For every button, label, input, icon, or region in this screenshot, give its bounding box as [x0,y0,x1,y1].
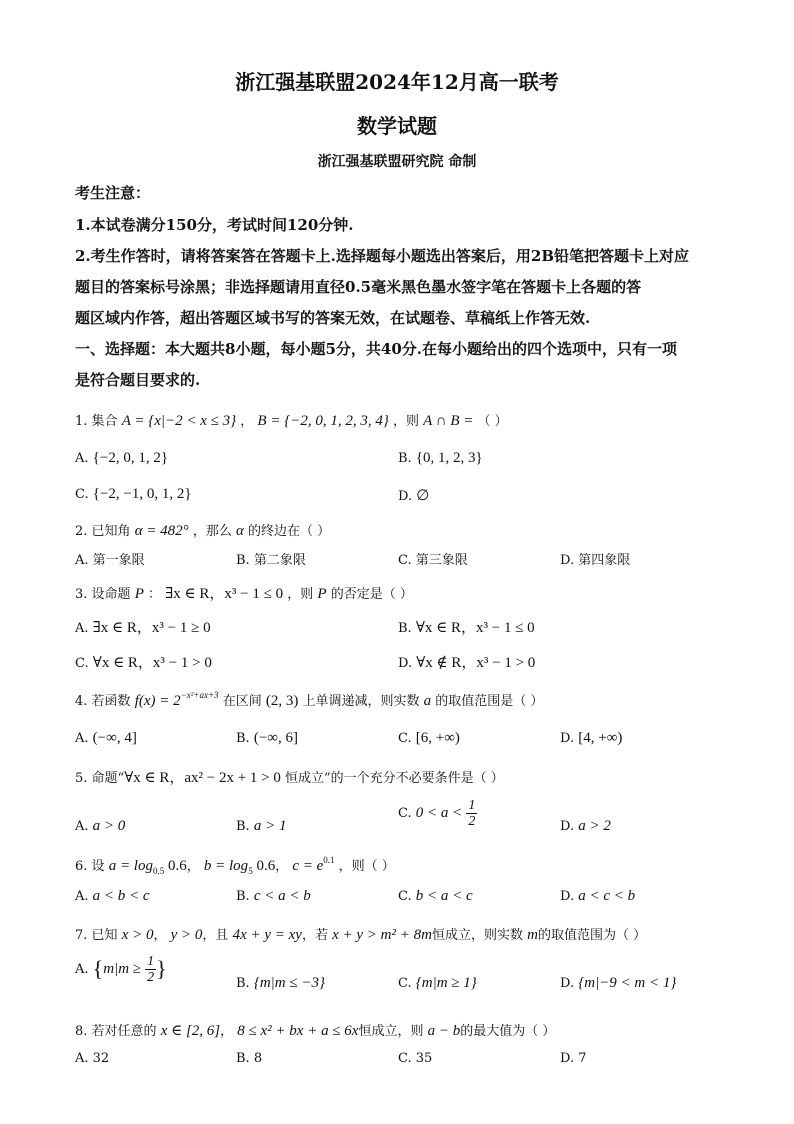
q7-middle-3: 恒成立，则实数 [431,928,523,943]
q1-prefix: 1. 集合 [75,414,118,429]
q6-option-d [560,888,635,905]
q5-prefix: 5. 命题“ [75,771,125,786]
q4-option-d-text: [4, +∞) [578,730,623,746]
q4-middle-1: 在区间 [222,694,262,709]
q8-condition-2: 8 ≤ x² + bx + a ≤ 6x [237,1023,359,1039]
q1-option-c [75,486,192,503]
fraction-numerator: 1 [147,954,155,969]
q6-suffix: ，则（ ） [338,859,395,874]
q3-colon: ： [148,587,162,602]
option-letter: A. [75,962,89,977]
q4-prefix: 4. 若函数 [75,694,131,709]
q4-exponent: −x²+ax+3 [180,690,219,700]
option-letter: D. [398,489,413,504]
q1-option-d-text: ∅ [416,488,430,504]
q3-option-c-text: ∀x ∈ R，x³ − 1 > 0 [92,655,212,671]
q6-option-c [398,888,473,905]
option-letter: D. [398,656,413,671]
q2-option-d: D. 第四象限 [560,553,631,568]
notice-item-2-line-3: 题区域内作答，超出答题区域书写的答案无效，在试题卷、草稿纸上作答无效. [75,309,591,327]
q7-variable-m: m [527,927,538,943]
q6-b-expression: b = log [203,858,249,874]
q5-option-c-fraction [466,798,477,829]
q2-middle: ，那么 [192,524,232,539]
q1-option-d [398,486,429,505]
q2-option-c: C. 第三象限 [398,553,468,568]
q4-suffix: 的取值范围是（ ） [435,694,544,709]
q1-option-a [75,450,168,467]
q6-c-exponent: 0.1 [323,855,335,865]
q6-a-base: 0.5 [152,866,165,876]
q1-option-c-text: {−2, −1, 0, 1, 2} [92,486,192,502]
exam-title: 浙江强基联盟2024年12月高一联考 [235,70,559,94]
q6-option-a [75,888,150,905]
q5-option-d [560,818,611,835]
q3-option-a [75,616,211,637]
q4-option-b [236,730,298,747]
q5-option-b [236,818,286,835]
q3-option-b [398,616,535,637]
q4-option-c [398,730,460,747]
q3-option-a-text: ∃x ∈ R，x³ − 1 ≥ 0 [92,620,211,636]
q6-separator-1: ， [186,859,200,874]
fraction-numerator: 1 [468,798,476,813]
q7-option-d-text: {m|−9 < m < 1} [578,975,677,991]
q7-option-a-text: m|m ≥ [103,961,142,977]
q1-separator: ， [240,414,254,429]
q8-suffix: 的最大值为（ ） [460,1024,556,1039]
q4-option-a-text: (−∞, 4] [92,730,137,746]
q6-a-argument: 0.6 [164,858,187,874]
q3-suffix: 的否定是（ ） [330,587,413,602]
q3-option-d-text: ∀x ∉ R，x³ − 1 > 0 [416,655,536,671]
option-letter: B. [236,976,250,991]
question-6 [75,855,395,876]
q5-suffix: 恒成立”的一个充分不必要条件是（ ） [285,771,504,786]
q5-option-d-text: a > 2 [578,818,611,834]
option-letter: D. [560,889,575,904]
option-letter: A. [75,451,89,466]
option-letter: C. [398,731,412,746]
q7-middle-1: ，且 [202,928,229,943]
q7-option-b [236,975,325,992]
notice-item-2-line-1: 2.考生作答时，请将答案答在答题卡上.选择题每小题选出答案后，用2B铅笔把答题卡上对应 [75,247,690,265]
option-letter: B. [398,451,412,466]
q7-middle-2: ，若 [301,928,328,943]
q3-middle: ，则 [287,587,314,602]
q2-prefix: 2. 已知角 [75,524,131,539]
q8-separator: ， [220,1024,234,1039]
q7-condition-3: 4x + y = xy [232,927,302,943]
option-letter: A. [75,731,89,746]
q1-expression: A ∩ B = [423,413,474,429]
q3-prefix: 3. 设命题 [75,587,131,602]
question-4 [75,690,543,710]
q3-option-c [75,651,212,672]
q1-option-b [398,450,483,467]
q7-condition-1: x > 0 [121,927,154,943]
question-7 [75,924,646,944]
q7-option-c-text: {m|m ≥ 1} [415,975,477,991]
q1-middle: ，则 [392,414,419,429]
q1-set-a: A = {x|−2 < x ≤ 3} [121,413,237,429]
exam-subject: 数学试题 [357,114,437,138]
option-letter: A. [75,889,89,904]
q1-set-b: B = {−2, 0, 1, 2, 3, 4} [257,413,389,429]
notice-item-1: 1.本试卷满分150分，考试时间120分钟. [75,216,354,234]
option-letter: B. [398,621,412,636]
q4-function: f(x) = 2 [134,693,181,709]
option-letter: A. [75,819,89,834]
q2-suffix: 的终边在（ ） [248,524,331,539]
option-letter: C. [75,487,89,502]
q6-a-expression: a = log [108,858,153,874]
q6-c-expression: c = e [292,858,324,874]
q3-option-d [398,651,535,672]
option-letter: D. [560,819,575,834]
option-letter: C. [75,656,89,671]
q6-b-argument: 0.6 [252,858,276,874]
question-2 [75,520,330,540]
q6-b-base: 5 [248,866,253,876]
q4-variable-a: a [423,693,432,709]
fraction-denominator: 2 [147,970,155,985]
q8-option-b: B. 8 [236,1051,263,1066]
q3-proposition: P [134,586,144,602]
option-letter: B. [236,731,250,746]
q1-option-b-text: {0, 1, 2, 3} [415,450,483,466]
q2-option-a: A. 第一象限 [75,553,145,568]
q5-expression: ∀x ∈ R，ax² − 2x + 1 > 0 [124,770,281,786]
q1-option-a-text: {−2, 0, 1, 2} [92,450,169,466]
q8-option-c: C. 35 [398,1051,433,1066]
exam-author: 浙江强基联盟研究院 命制 [317,154,477,170]
notice-heading: 考生注意： [75,184,151,202]
q2-alpha: α [235,523,244,539]
q3-proposition-ref: P [317,586,327,602]
q4-middle-2: 上单调递减，则实数 [302,694,420,709]
q4-option-d [560,730,622,747]
q5-option-c-text: 0 < a < [415,805,463,821]
q3-expression: ∃x ∈ R，x³ − 1 ≤ 0 [165,586,284,602]
q8-option-a: A. 32 [75,1051,110,1066]
question-8 [75,1020,555,1040]
q6-option-b [236,888,311,905]
q8-prefix: 8. 若对任意的 [75,1024,157,1039]
q7-option-d [560,975,676,992]
fraction-denominator: 2 [468,814,476,829]
q6-option-b-text: c < a < b [253,888,311,904]
q6-prefix: 6. 设 [75,859,105,874]
option-letter: C. [398,976,412,991]
section-heading-line-1: 一、选择题：本大题共8小题，每小题5分，共40分.在每小题给出的四个选项中，只有一项 [75,340,677,358]
notice-item-2-line-2: 题目的答案标号涂黑；非选择题请用直径0.5毫米黑色墨水签字笔在答题卡上各题的答 [75,278,642,296]
q7-option-a [75,954,167,985]
option-letter: D. [560,731,575,746]
option-letter: B. [236,819,250,834]
question-1 [75,410,508,430]
q7-prefix: 7. 已知 [75,928,118,943]
q7-suffix: 的取值范围为（ ） [537,928,647,943]
q2-expression: α = 482° [134,523,189,539]
q4-interval: (2, 3) [265,693,299,709]
q7-option-b-text: {m|m ≤ −3} [253,975,325,991]
q8-middle: 恒成立，则 [358,1024,424,1039]
brace-open: { [92,956,104,981]
question-5 [75,766,504,787]
q7-option-a-fraction [145,954,156,985]
q8-option-d: D. 7 [560,1051,587,1066]
option-letter: C. [398,889,412,904]
option-letter: A. [75,621,89,636]
q6-separator-2: ， [275,859,289,874]
q5-option-c [398,798,477,829]
q7-condition-4: x + y > m² + 8m [332,927,432,943]
q5-option-a-text: a > 0 [92,818,126,834]
q1-suffix: （ ） [477,414,508,429]
q7-option-c [398,975,477,992]
option-letter: B. [236,889,250,904]
q7-condition-2: y > 0 [170,927,203,943]
q8-condition-1: x ∈ [2, 6] [160,1023,221,1039]
q2-option-b: B. 第二象限 [236,553,306,568]
q7-separator: ， [153,928,167,943]
option-letter: D. [560,976,575,991]
section-heading-line-2: 是符合题目要求的. [75,371,201,389]
q5-option-b-text: a > 1 [253,818,287,834]
q4-option-a [75,730,137,747]
q5-option-a [75,818,125,835]
q4-option-c-text: [6, +∞) [415,730,460,746]
q6-option-d-text: a < c < b [578,888,636,904]
question-3 [75,582,413,603]
q4-option-b-text: (−∞, 6] [253,730,298,746]
q6-option-c-text: b < a < c [415,888,473,904]
q8-condition-3: a − b [427,1023,461,1039]
option-letter: C. [398,806,412,821]
q3-option-b-text: ∀x ∈ R，x³ − 1 ≤ 0 [415,620,535,636]
brace-close: } [156,956,167,981]
q6-option-a-text: a < b < c [92,888,150,904]
